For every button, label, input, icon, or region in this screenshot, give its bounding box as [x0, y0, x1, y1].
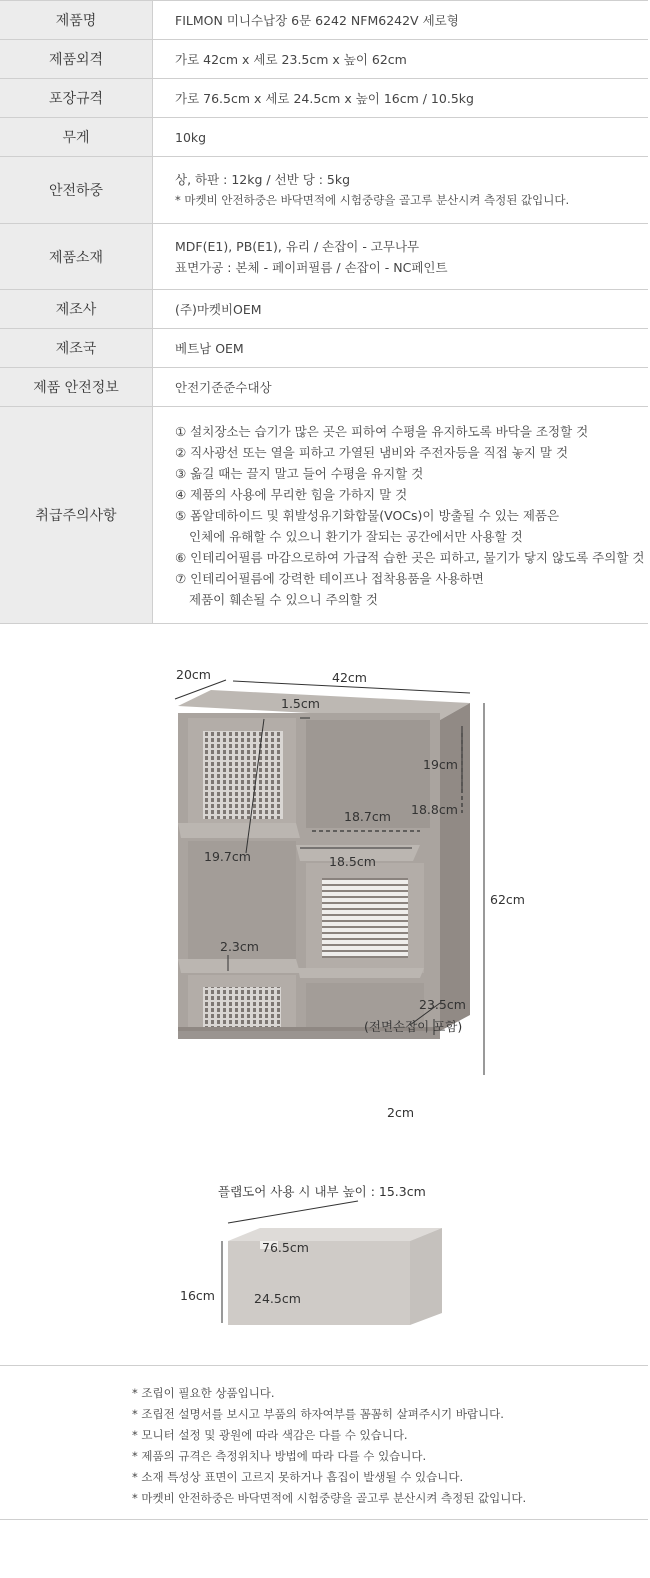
spec-label: 안전하중 [0, 157, 153, 223]
dim-door-width: 18.5cm [329, 854, 376, 869]
caution-line: ④ 제품의 사용에 무리한 힘을 가하지 말 것 [175, 486, 408, 502]
box-length: 76.5cm [262, 1240, 309, 1255]
caution-line: ⑥ 인테리어필름 마감으로하여 가급적 습한 곳은 피하고, 물기가 닿지 않도록 주의할 것 [175, 549, 645, 565]
caution-line: ② 직사광선 또는 열을 피하고 가열된 냄비와 주전자등을 직접 놓지 말 것 [175, 444, 569, 460]
box-height: 16cm [180, 1288, 215, 1303]
dim-handle: 2.3cm [220, 939, 259, 954]
dim-width: 42cm [332, 670, 367, 685]
spec-value: 표면가공 : 본체 - 페이퍼필름 / 손잡이 - NC페인트 [175, 259, 448, 275]
note-line: * 소재 특성상 표면이 고르지 못하거나 흠집이 발생될 수 있습니다. [132, 1470, 464, 1484]
caution-line: ⑦ 인테리어필름에 강력한 테이프나 접착용품을 사용하면 [175, 570, 484, 586]
spec-label: 제품명 [0, 1, 153, 39]
spec-value: 가로 76.5cm x 세로 24.5cm x 높이 16cm / 10.5kg [175, 90, 474, 106]
spec-row-packaging [0, 79, 648, 118]
note-line: * 조립전 설명서를 보시고 부품의 하자여부를 꼼꼼히 살펴주시기 바랍니다. [132, 1407, 504, 1421]
dim-inner-height: 19cm [423, 757, 458, 772]
spec-label: 제품소재 [0, 224, 153, 289]
note-line: * 제품의 규격은 측정위치나 방법에 따라 다를 수 있습니다. [132, 1449, 427, 1463]
spec-value: 10kg [175, 129, 207, 145]
caution-line: ⑤ 폼알데하이드 및 휘발성유기화합물(VOCs)이 방출될 수 있는 제품은 [175, 507, 560, 523]
spec-label: 제조사 [0, 290, 153, 328]
spec-value: 안전기준준수대상 [175, 379, 272, 395]
dim-panel-thickness: 1.5cm [281, 696, 320, 711]
spec-row-maker [0, 290, 648, 329]
note-line: * 마켓비 안전하중은 바닥면적에 시험중량을 골고루 분산시켜 측정된 값입니다. [132, 1491, 527, 1505]
spec-value: FILMON 미니수납장 6문 6242 NFM6242V 세로형 [175, 12, 459, 28]
spec-row-material [0, 224, 648, 290]
dim-total-depth-note: (전면손잡이 포함) [364, 1019, 463, 1034]
spec-row-product-name [0, 1, 648, 40]
spec-table [0, 0, 648, 624]
spec-row-origin [0, 329, 648, 368]
spec-value: 베트남 OEM [175, 340, 244, 356]
spec-label: 제품외격 [0, 40, 153, 78]
dim-inner-depth: 18.8cm [411, 802, 458, 817]
spec-label: 취급주의사항 [0, 407, 153, 623]
spec-label: 포장규격 [0, 79, 153, 117]
dimension-diagram [0, 623, 648, 1366]
caution-line: ③ 옮길 때는 끌지 말고 들어 수평을 유지할 것 [175, 465, 424, 481]
dim-base: 2cm [387, 1105, 415, 1120]
spec-value: 가로 42cm x 세로 23.5cm x 높이 62cm [175, 51, 407, 67]
dim-depth: 20cm [176, 667, 211, 682]
cabinet-illustration [0, 623, 648, 1365]
caution-line: 인체에 유해할 수 있으니 환기가 잘되는 공간에서만 사용할 것 [189, 528, 523, 544]
spec-label: 제품 안전정보 [0, 368, 153, 406]
spec-value: MDF(E1), PB(E1), 유리 / 손잡이 - 고무나무 [175, 238, 420, 254]
caution-line: 제품이 훼손될 수 있으니 주의할 것 [189, 591, 378, 607]
box-depth: 24.5cm [254, 1291, 301, 1306]
caution-line: ① 설치장소는 습기가 많은 곳은 피하여 수평을 유지하도록 바닥을 조정할 것 [175, 423, 589, 439]
footer-divider [0, 1519, 648, 1520]
flap-note: 플랩도어 사용 시 내부 높이 : 15.3cm [218, 1184, 426, 1199]
note-line: * 조립이 필요한 상품입니다. [132, 1386, 275, 1400]
dim-door-height: 19.7cm [204, 849, 251, 864]
footer-notes [132, 1383, 526, 1509]
spec-value: (주)마켓비OEM [175, 301, 262, 317]
dim-total-depth: 23.5cm [419, 997, 466, 1012]
spec-row-dimensions [0, 40, 648, 79]
spec-label: 무게 [0, 118, 153, 156]
spec-value: 상, 하판 : 12kg / 선반 당 : 5kg [175, 172, 351, 187]
dim-total-height: 62cm [490, 892, 525, 907]
spec-row-weight [0, 118, 648, 157]
spec-note: * 마켓비 안전하중은 바닥면적에 시험중량을 골고루 분산시켜 측정된 값입니다. [175, 193, 570, 207]
note-line: * 모니터 설정 및 광원에 따라 색감은 다를 수 있습니다. [132, 1428, 408, 1442]
spec-label: 제조국 [0, 329, 153, 367]
dim-inner-width: 18.7cm [344, 809, 391, 824]
spec-row-caution [0, 407, 648, 624]
spec-row-safe-load [0, 157, 648, 224]
spec-row-safety-info [0, 368, 648, 407]
